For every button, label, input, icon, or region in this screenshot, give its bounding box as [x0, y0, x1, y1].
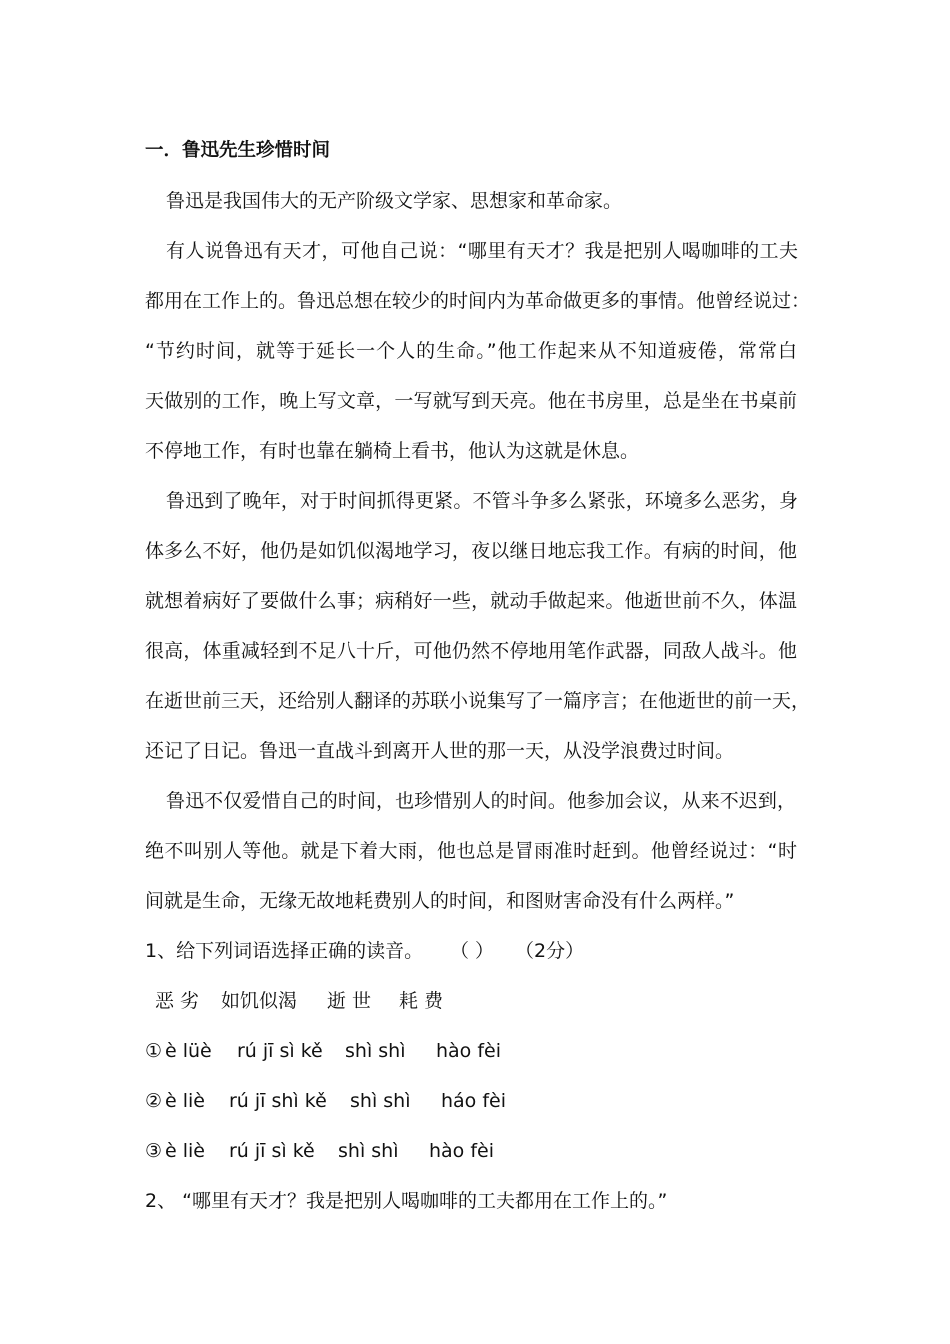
pinyin-item: hào fèi	[429, 1140, 495, 1162]
word-item: 逝 世	[327, 990, 372, 1012]
pinyin-item: è liè	[165, 1140, 205, 1162]
pinyin-item: è liè	[165, 1090, 205, 1112]
paragraph-line: 鲁迅是我国伟大的无产阶级文学家、思想家和革命家。	[166, 190, 623, 212]
option-marker: ③	[145, 1140, 163, 1162]
paragraph-line: 鲁迅到了晚年，对于时间抓得更紧。不管斗争多么紧张，环境多么恶劣，身	[166, 490, 798, 512]
paragraph-line: 不停地工作，有时也靠在躺椅上看书，他认为这就是休息。	[145, 440, 640, 462]
paragraph-line: 在逝世前三天，还给别人翻译的苏联小说集写了一篇序言；在他逝世的前一天，	[145, 690, 811, 712]
paragraph-line: 有人说鲁迅有天才，可他自己说：“哪里有天才？我是把别人喝咖啡的工夫	[166, 240, 798, 262]
paragraph-line: 体多么不好，他仍是如饥似渴地学习，夜以继日地忘我工作。有病的时间，他	[145, 540, 797, 562]
word-item: 如饥似渴	[221, 990, 298, 1012]
score-label: （2分）	[515, 940, 585, 962]
paragraph-line: 绝不叫别人等他。就是下着大雨，他也总是冒雨准时赶到。他曾经说过：“时	[145, 840, 797, 862]
paragraph-line: 鲁迅不仅爱惜自己的时间，也珍惜别人的时间。他参加会议，从来不迟到，	[166, 790, 796, 812]
pinyin-item: rú jī sì kě	[229, 1140, 315, 1162]
option-row	[145, 1038, 815, 1068]
paragraph-line: 天做别的工作，晚上写文章，一写就写到天亮。他在书房里，总是坐在书桌前	[145, 390, 797, 412]
question-1	[145, 938, 815, 968]
paragraph-line: 就想着病好了要做什么事；病稍好一些，就动手做起来。他逝世前不久，体温	[145, 590, 797, 612]
paragraph-line: “节约时间，就等于延长一个人的生命。”他工作起来从不知道疲倦，常常白	[145, 340, 797, 362]
paragraph-line: 还记了日记。鲁迅一直战斗到离开人世的那一天，从没学浪费过时间。	[145, 740, 735, 762]
question-2-stem: 2、 “哪里有天才？我是把别人喝咖啡的工夫都用在工作上的。”	[145, 1190, 668, 1212]
pinyin-item: è lüè	[165, 1040, 212, 1062]
option-marker: ①	[145, 1040, 163, 1062]
section-title: 一．鲁迅先生珍惜时间	[145, 140, 331, 161]
option-row	[145, 1088, 815, 1118]
question-1-stem: 1、给下列词语选择正确的读音。	[145, 940, 424, 962]
option-row	[145, 1138, 815, 1168]
pinyin-item: rú jī shì kě	[229, 1090, 327, 1112]
pinyin-item: háo fèi	[441, 1090, 507, 1112]
option-marker: ②	[145, 1090, 163, 1112]
word-item: 恶 劣	[155, 990, 200, 1012]
word-item: 耗 费	[399, 990, 444, 1012]
pinyin-item: shì shì	[350, 1090, 411, 1112]
answer-blank: （ ）	[450, 940, 495, 962]
pinyin-item: shì shì	[345, 1040, 406, 1062]
pinyin-item: hào fèi	[436, 1040, 502, 1062]
paragraph-line: 都用在工作上的。鲁迅总想在较少的时间内为革命做更多的事情。他曾经说过：	[145, 290, 811, 312]
word-row	[145, 988, 815, 1018]
pinyin-item: rú jī sì kě	[237, 1040, 323, 1062]
paragraph-line: 很高，体重减轻到不足八十斤，可他仍然不停地用笔作武器，同敌人战斗。他	[145, 640, 797, 662]
pinyin-item: shì shì	[338, 1140, 399, 1162]
paragraph-line: 间就是生命，无缘无故地耗费别人的时间，和图财害命没有什么两样。”	[145, 890, 735, 912]
